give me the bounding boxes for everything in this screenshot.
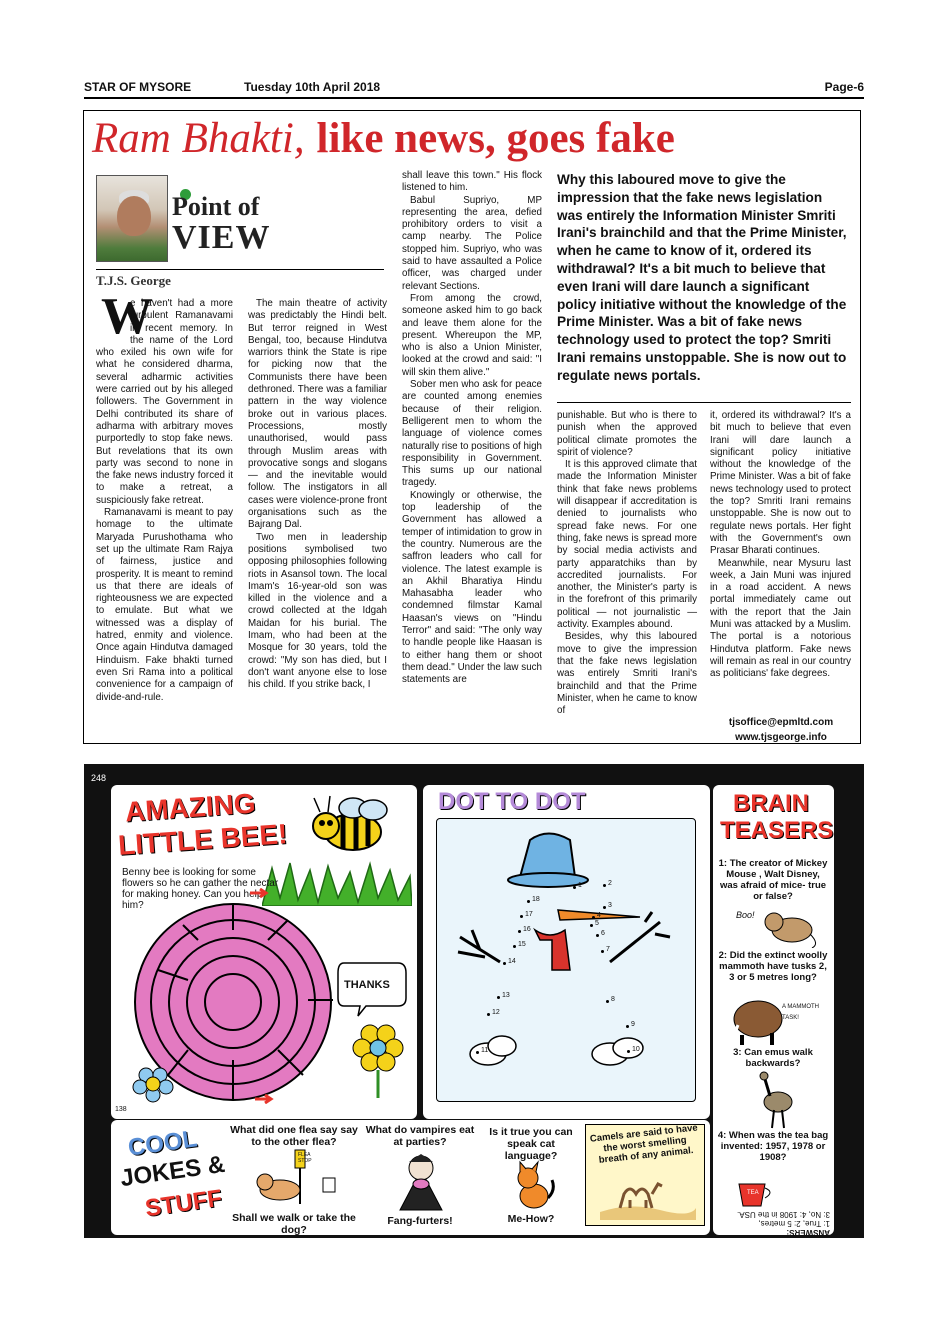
page-header bbox=[84, 80, 864, 96]
vampire-icon bbox=[396, 1150, 446, 1212]
pull-quote: Why this laboured move to give the impression that the fake news legislation was entirely the Information Minister Smriti Irani's brainchild and that the Prime Minister, when he came to know of it, ordered its withdrawal? It's a bit much to believe that even Irani will dare launch a significant policy initiative without the knowledge of the Prime Minister. Was a bit of fake news technology used to protect the top? Smriti Irani remains unstoppable. She is now out to regulate news portals. bbox=[557, 172, 847, 383]
boo-bubble-text: Boo! bbox=[736, 910, 755, 920]
issue-date: Tuesday 10th April 2018 bbox=[244, 80, 381, 94]
dot-number: 13 bbox=[502, 992, 510, 999]
dot-point[interactable] bbox=[603, 906, 606, 909]
paragraph: Ramanavami is meant to pay homage to the ultimate Maryada Purushothama who set up the ultimate Ram Rajya of fairness, justice and prosperity. It is meant to remind us that there are ideals of righteousness we are expected to emulate. But what we witnessed was a display of hatred, enmity and violence. Once again Hindutva damaged Hinduism. Fake bhakti turned even Sri Rama into a political convenience for a campaign of divide-and-rule. bbox=[96, 507, 233, 703]
dot-number: 9 bbox=[631, 1021, 635, 1028]
header-rule bbox=[84, 97, 864, 99]
author-email: tjsoffice@epmltd.com bbox=[728, 717, 834, 728]
dot-number: 16 bbox=[523, 926, 531, 933]
headline-bold: like news, goes fake bbox=[316, 115, 675, 162]
dot-point[interactable] bbox=[590, 924, 593, 927]
maze-start-arrow-icon bbox=[250, 888, 270, 898]
paragraph: Meanwhile, near Mysuru last week, a Jain Muni was injured in a road accident. A news portal immediately came out with the report that the Jain Muni was attacked by a Muslim. The portal is a notorious Hindutva platform. Fake news will remain as real in our country as politicians' fake degrees. bbox=[710, 557, 851, 680]
dot-point[interactable] bbox=[603, 884, 606, 887]
dot-point[interactable] bbox=[513, 945, 516, 948]
dot-number: 17 bbox=[525, 911, 533, 918]
answers-line-1: 1: True, 2: 5 metres, bbox=[758, 1219, 830, 1228]
paragraph: From among the crowd, someone asked him to go back and leave them alone for the present. Whereupon the MP, who is also a Union Minister, looked at the crowd and said: "I will skin them alive." bbox=[402, 292, 542, 378]
kids-issue-number: 248 bbox=[91, 773, 107, 783]
joke-1-answer: Shall we walk or take the dog? bbox=[232, 1212, 356, 1236]
bee-instructions: Benny bee is looking for some flowers so he can gather the nectar for making honey. Can you help him? bbox=[122, 867, 279, 911]
camel-fact-text: Camels are said to have the worst smelling breath of any animal. bbox=[589, 1122, 699, 1166]
joke-2-answer: Fang-furters! bbox=[387, 1215, 453, 1227]
emu-icon bbox=[752, 1070, 802, 1130]
grass-icon bbox=[262, 858, 412, 906]
snowman-drawing[interactable] bbox=[440, 822, 692, 1098]
dot-number: 15 bbox=[518, 941, 526, 948]
dot-point[interactable] bbox=[503, 962, 506, 965]
dot-point[interactable] bbox=[487, 1013, 490, 1016]
joke-3-question: Is it true you can speak cat language? bbox=[489, 1126, 573, 1162]
paragraph: shall leave this town." His flock listened to him. bbox=[402, 170, 542, 194]
mammoth-icon bbox=[728, 995, 788, 1045]
dot-number: 3 bbox=[608, 902, 612, 909]
dot-number: 1 bbox=[578, 882, 582, 889]
brain-title-line-2: TEASERS bbox=[720, 817, 834, 844]
dot-point[interactable] bbox=[573, 886, 576, 889]
article-column-2 bbox=[248, 298, 387, 692]
dot-to-dot-title: DOT TO DOT bbox=[438, 788, 586, 815]
article-column-3 bbox=[402, 170, 542, 686]
dot-point[interactable] bbox=[518, 930, 521, 933]
mouse-icon bbox=[760, 904, 820, 948]
dot-number: 6 bbox=[601, 930, 605, 937]
dot-point[interactable] bbox=[520, 915, 523, 918]
dot-point[interactable] bbox=[497, 996, 500, 999]
paragraph: e haven't had a more turbulent Ramanavami in recent memory. In the name of the Lord who exiled his own wife for what he considered dharma, several adharmic activities were carried out by his alleged followers. The Government in Delhi contributed its share of adharma with arbitrary moves purportedly to stop fake news. But revelations that its own party was second to none in the fake news industry forced it to make a retreat, a suspiciously fake retreat. bbox=[96, 298, 233, 506]
article-column-5 bbox=[710, 410, 851, 681]
headline bbox=[92, 112, 852, 165]
flea-stop-sign: FLEA STOP bbox=[298, 1152, 312, 1164]
byline-rule bbox=[96, 269, 384, 270]
dot-number: 12 bbox=[492, 1009, 500, 1016]
paragraph: punishable. But who is there to punish when the approved political climate promotes the spirit of violence? bbox=[557, 410, 697, 458]
dot-point[interactable] bbox=[476, 1051, 479, 1054]
dot-point[interactable] bbox=[606, 1000, 609, 1003]
paragraph: It is this approved climate that made the Information Minister think that fake news problems will disappear if accreditation is denied to journalists who spread fake news. For one thing, fake news is spread more by social media activists and party apparatchiks than by accredited journalists. For another, the Minister's party is in the forefront of this primarily political — not journalistic — activity. Examples abound. bbox=[557, 459, 697, 631]
mammoth-sign: A MAMMOTH TASK! bbox=[782, 1004, 819, 1021]
pull-quote-rule bbox=[557, 402, 851, 403]
answers-title: ANSWERS: bbox=[786, 1228, 830, 1237]
tea-label: TEA bbox=[747, 1190, 759, 1196]
teaser-question-2: 2: Did the extinct woolly mammoth have tusks 2, 3 or 5 metres long? bbox=[718, 950, 828, 983]
article-column-1 bbox=[96, 298, 233, 704]
paragraph: Babul Supriyo, MP representing the area, defied prohibitory orders to visit a camp nearby. The Police stopped him. Supriyo, who was said to have assaulted a Police officer, was charged under relevant Sections. bbox=[402, 194, 542, 292]
dot-number: 5 bbox=[595, 920, 599, 927]
maze-code: 138 bbox=[115, 1106, 127, 1113]
dot-point[interactable] bbox=[627, 1050, 630, 1053]
teaser-question-4: 4: When was the tea bag invented: 1957, 1978 or 1908? bbox=[717, 1130, 829, 1163]
paragraph: Sober men who ask for peace are counted among enemies because of their religion. Belligerent men to whom the language of violence comes naturally rise to positions of high responsibility in Government. This sums up our national tragedy. bbox=[402, 379, 542, 489]
joke-1-question: What did one flea say say to the other flea? bbox=[230, 1124, 358, 1148]
dot-point[interactable] bbox=[527, 900, 530, 903]
dot-number: 7 bbox=[606, 946, 610, 953]
dot-number: 4 bbox=[597, 912, 601, 919]
jokes-title-line-1: COOL bbox=[126, 1125, 199, 1162]
joke-2-question: What do vampires eat at parties? bbox=[365, 1124, 475, 1148]
teaser-question-1: 1: The creator of Mickey Mouse , Walt Disney, was afraid of mice- true or false? bbox=[718, 858, 828, 902]
newspaper-name: STAR OF MYSORE bbox=[84, 80, 192, 94]
author-website: www.tjsgeorge.info bbox=[735, 732, 827, 743]
dot-number: 2 bbox=[608, 880, 612, 887]
page-number: Page-6 bbox=[824, 80, 864, 94]
paragraph: Two men in leadership positions symbolised two opposing philosophies following riots in Asansol town. The local Imam's 16-year-old son was killed in the violence and a crowd collected at the Idgah Maidan for his burial. The Imam, who had been at the Mosque for 30 years, told the crowd: "My son has died, but I don't want anyone else to lose his child. If you strike back, I bbox=[248, 531, 387, 691]
paragraph: The main theatre of activity was predictably the Hindi belt. But terror reigned in West Bengal, too, because Hindutva warriors think the State is ripe for picking now that the Communists there have been dethroned. There was a familiar pattern in the way violence broke out in various places. Processions, mostly unauthorised, would pass through Muslim areas with provocative songs and slogans — and the inevitable would follow. The instigators in all cases were violence-prone front organisations such as the Bajrang Dal. bbox=[248, 298, 387, 531]
article-column-4 bbox=[557, 410, 697, 717]
brain-title-line-1: BRAIN bbox=[733, 790, 809, 817]
dot-number: 10 bbox=[632, 1046, 640, 1053]
column-logo: Point of VIEW bbox=[172, 192, 271, 256]
dot-point[interactable] bbox=[596, 934, 599, 937]
dot-number: 14 bbox=[508, 958, 516, 965]
dot-point[interactable] bbox=[601, 950, 604, 953]
bee-icon bbox=[298, 790, 398, 865]
camel-desert-icon bbox=[600, 1168, 696, 1220]
dot-number: 8 bbox=[611, 996, 615, 1003]
dot-point[interactable] bbox=[592, 916, 595, 919]
jokes-title-line-2: JOKES & bbox=[118, 1150, 227, 1193]
headline-italic: Ram Bhakti, bbox=[92, 115, 305, 162]
joke-3-answer: Me-How? bbox=[507, 1213, 555, 1225]
paragraph: it, ordered its withdrawal? It's a bit much to believe that even Irani will dare launch a significant policy initiative without the knowledge of the Prime Minister. Was a bit of fake news technology used to protect the top? Smriti Irani remains unstoppable. She is now out to regulate news portals. Her fight with the Government's own Prasar Bharati continues. bbox=[710, 410, 851, 557]
thanks-bubble-text: THANKS bbox=[344, 979, 390, 991]
jokes-title-line-3: STUFF bbox=[143, 1184, 224, 1223]
cat-icon bbox=[506, 1160, 556, 1210]
answers-upside-down bbox=[720, 1210, 830, 1237]
paragraph: Knowingly or otherwise, the top leadership of the Government has allowed a temper of intimidation to grow in the country. Numerous are the saffron leaders who call for violence. The latest example is an Akhil Bharatiya Hindu Mahasabha leader who condemned filmstar Kamal Haasan's views on "Hindu Terror" and said: "The only way to handle people like Haasan is to either hang them or shoot them dead." Under the law such statements are bbox=[402, 489, 542, 686]
maze-end-arrow-icon bbox=[255, 1094, 275, 1104]
bee-title-line-2: LITTLE BEE! bbox=[117, 818, 289, 861]
dot-number: 11 bbox=[481, 1047, 489, 1054]
teaser-question-3: 3: Can emus walk backwards? bbox=[733, 1047, 813, 1069]
author-photo bbox=[96, 175, 168, 262]
small-flower-icon bbox=[132, 1063, 174, 1105]
bee-title-line-1: AMAZING bbox=[124, 787, 257, 828]
answers-line-2: 3: No, 4: 1908 in the USA. bbox=[737, 1210, 830, 1219]
dot-point[interactable] bbox=[626, 1025, 629, 1028]
drop-cap: W bbox=[101, 288, 153, 345]
byline: T.J.S. George bbox=[96, 273, 171, 288]
paragraph: Besides, why this laboured move to give the impression that the fake news legislation was entirely Smriti Irani's brainchild and that the Prime Minister, when he came to know of bbox=[557, 631, 697, 717]
dot-number: 18 bbox=[532, 896, 540, 903]
